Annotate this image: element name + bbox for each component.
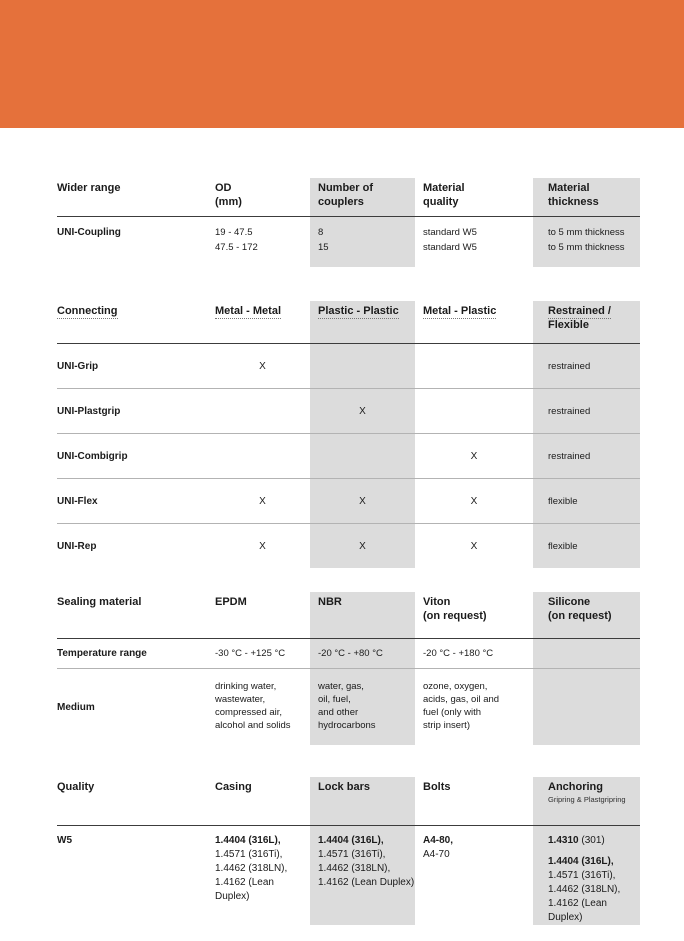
material-grade-bold: 1.4404 (316L), xyxy=(548,856,614,867)
metal-metal-mark xyxy=(215,389,310,433)
material-grade: 1.4162 (Lean Duplex) xyxy=(215,877,274,902)
header-restrained-flexible xyxy=(533,301,640,343)
row-label-uni-coupling xyxy=(57,217,215,267)
header-material-thickness xyxy=(533,178,640,216)
connecting-table xyxy=(57,301,640,568)
row-label-text: W5 xyxy=(57,835,72,846)
plastic-plastic-mark xyxy=(310,344,415,388)
x-mark: X xyxy=(259,360,266,372)
header-lock-bars xyxy=(310,777,415,825)
connecting-header-row xyxy=(57,301,640,344)
text-line: 8 xyxy=(318,227,324,238)
header-label: thickness xyxy=(548,196,599,208)
header-label xyxy=(215,304,310,318)
temperature-value: -20 °C - +80 °C xyxy=(318,648,383,659)
header-label: Viton xyxy=(423,596,451,608)
metal-metal-mark xyxy=(215,479,310,523)
x-mark: X xyxy=(470,495,478,507)
plastic-plastic-mark xyxy=(310,524,415,568)
material-grade-note: (301) xyxy=(578,835,605,846)
text-line: ozone, oxygen, xyxy=(423,681,488,692)
header-label: Number of xyxy=(318,182,373,194)
metal-plastic-mark xyxy=(415,344,533,388)
material-grade: 1.4571 (316Ti), xyxy=(548,870,616,881)
text-line: to 5 mm thickness xyxy=(548,242,625,253)
header-label: NBR xyxy=(318,596,342,608)
material-grade-bold: 1.4310 xyxy=(548,835,579,846)
header-metal-plastic xyxy=(415,301,533,343)
text-line: oil, fuel, xyxy=(318,694,351,705)
material-grade-bold: 1.4404 (316L), xyxy=(215,835,281,846)
temperature-value: -20 °C - +180 °C xyxy=(423,648,494,659)
row-label xyxy=(57,434,215,478)
header-label-text: Plastic - Plastic xyxy=(318,305,399,317)
x-mark: X xyxy=(470,540,478,552)
header-label-text: Metal - Metal xyxy=(215,305,282,317)
bolts-materials-cell xyxy=(415,826,533,925)
header-epdm xyxy=(215,592,310,638)
text-line: 15 xyxy=(318,242,329,253)
header-label: Material xyxy=(548,182,590,194)
wider-range-header-row xyxy=(57,178,640,217)
row-label-text: UNI-Grip xyxy=(57,360,99,372)
header-label: Silicone xyxy=(548,596,591,608)
restraint-type: restrained xyxy=(548,450,591,462)
material-grade: A4-70 xyxy=(423,849,450,860)
row-label-text: Medium xyxy=(57,701,95,713)
row-label-w5 xyxy=(57,826,215,925)
header-plastic-plastic xyxy=(310,301,415,343)
row-label xyxy=(57,479,215,523)
header-material-quality xyxy=(415,178,533,216)
x-mark: X xyxy=(259,540,266,552)
restraint-type-cell xyxy=(533,434,640,478)
row-label-text: UNI-Flex xyxy=(57,495,98,507)
silicone-temperature-cell xyxy=(533,639,640,668)
casing-materials-cell xyxy=(215,826,310,925)
material-grade: 1.4162 (Lean Duplex) xyxy=(318,877,415,888)
header-label xyxy=(57,304,215,318)
row-label xyxy=(57,524,215,568)
nbr-medium-cell xyxy=(310,669,415,745)
plastic-plastic-mark xyxy=(310,434,415,478)
header-label: Bolts xyxy=(423,781,451,793)
temperature-value: -30 °C - +125 °C xyxy=(215,648,286,659)
header-label-text: Restrained / xyxy=(548,305,611,317)
table-row-uni-combigrip xyxy=(57,433,640,478)
header-label: Material xyxy=(423,182,465,194)
x-mark: X xyxy=(470,450,478,462)
epdm-temperature-cell xyxy=(215,639,310,668)
material-thickness-cell xyxy=(533,217,640,267)
header-label: (on request) xyxy=(548,610,612,622)
header-anchoring xyxy=(533,777,640,825)
table-row-uni-plastgrip xyxy=(57,388,640,433)
text-line: water, gas, xyxy=(318,681,364,692)
x-mark: X xyxy=(359,540,366,552)
header-silicone xyxy=(533,592,640,638)
material-grade: 1.4571 (316Ti), xyxy=(215,849,283,860)
epdm-medium-cell xyxy=(215,669,310,745)
medium-row xyxy=(57,668,640,745)
header-od-mm xyxy=(215,178,310,216)
header-label-text: Metal - Plastic xyxy=(423,305,497,317)
material-grade: 1.4462 (318LN), xyxy=(548,884,621,895)
header-label: OD xyxy=(215,182,232,194)
text-line: strip insert) xyxy=(423,720,470,731)
text-line: 47.5 - 172 xyxy=(215,242,258,253)
metal-plastic-mark xyxy=(415,434,533,478)
text-line: fuel (only with xyxy=(423,707,482,718)
text-line: acids, gas, oil and xyxy=(423,694,500,705)
restraint-type-cell xyxy=(533,479,640,523)
x-mark: X xyxy=(359,495,366,507)
quality-table xyxy=(57,777,640,923)
sealing-header-row xyxy=(57,592,640,639)
metal-metal-mark xyxy=(215,524,310,568)
header-label xyxy=(548,304,640,318)
x-mark: X xyxy=(259,495,266,507)
silicone-medium-cell xyxy=(533,669,640,745)
sealing-material-table xyxy=(57,592,640,745)
header-number-of-couplers xyxy=(310,178,415,216)
metal-metal-mark xyxy=(215,344,310,388)
text-line: hydrocarbons xyxy=(318,720,376,731)
plastic-plastic-mark xyxy=(310,389,415,433)
row-label xyxy=(57,344,215,388)
text-line: wastewater, xyxy=(215,694,266,705)
restraint-type: restrained xyxy=(548,405,591,417)
table-row-uni-grip xyxy=(57,344,640,388)
material-grade-bold: 1.4404 (316L), xyxy=(318,835,384,846)
row-label-text: UNI-Combigrip xyxy=(57,450,128,462)
row-label-temperature-range xyxy=(57,639,215,668)
header-label xyxy=(318,304,415,318)
header-quality xyxy=(57,777,215,825)
header-label: Wider range xyxy=(57,182,121,194)
header-label: quality xyxy=(423,196,459,208)
row-label-text: UNI-Rep xyxy=(57,540,97,552)
material-quality-cell xyxy=(415,217,533,267)
text-line: drinking water, xyxy=(215,681,277,692)
material-grade: 1.4462 (318LN), xyxy=(318,863,391,874)
plastic-plastic-mark xyxy=(310,479,415,523)
text-line: and other xyxy=(318,707,359,718)
orange-header-band xyxy=(0,0,684,128)
material-grade: 1.4462 (318LN), xyxy=(215,863,288,874)
header-connecting xyxy=(57,301,215,343)
viton-temperature-cell xyxy=(415,639,533,668)
header-label-text: Connecting xyxy=(57,305,118,317)
header-bolts xyxy=(415,777,533,825)
restraint-type-cell xyxy=(533,344,640,388)
viton-medium-cell xyxy=(415,669,533,745)
restraint-type-cell xyxy=(533,524,640,568)
nbr-temperature-cell xyxy=(310,639,415,668)
header-label: Flexible xyxy=(548,319,589,331)
anchoring-materials-cell xyxy=(533,826,640,925)
header-nbr xyxy=(310,592,415,638)
material-grade-mixed xyxy=(548,834,640,848)
metal-metal-mark xyxy=(215,434,310,478)
w5-row xyxy=(57,826,640,923)
material-grade: 1.4571 (316Ti), xyxy=(318,849,386,860)
coupler-count-cell xyxy=(310,217,415,267)
header-label: Sealing material xyxy=(57,596,142,608)
header-metal-metal xyxy=(215,301,310,343)
x-mark: X xyxy=(359,405,366,417)
header-viton xyxy=(415,592,533,638)
text-line: 19 - 47.5 xyxy=(215,227,253,238)
od-values-cell xyxy=(215,217,310,267)
row-label-text: UNI-Plastgrip xyxy=(57,405,121,417)
temperature-range-row xyxy=(57,639,640,668)
header-label xyxy=(423,304,533,318)
metal-plastic-mark xyxy=(415,524,533,568)
restraint-type: flexible xyxy=(548,495,578,507)
content-area xyxy=(57,178,640,923)
row-label-medium xyxy=(57,669,215,745)
table-row-uni-rep xyxy=(57,523,640,568)
text-line: compressed air, xyxy=(215,707,283,718)
text-line: alcohol and solids xyxy=(215,720,291,731)
header-label: EPDM xyxy=(215,596,247,608)
header-label: Quality xyxy=(57,781,95,793)
text-line: standard W5 xyxy=(423,227,477,238)
material-grade-bold: A4-80, xyxy=(423,835,454,846)
header-label: (mm) xyxy=(215,196,242,208)
metal-plastic-mark xyxy=(415,389,533,433)
uni-coupling-row xyxy=(57,217,640,267)
lock-bars-materials-cell xyxy=(310,826,415,925)
material-grade: 1.4162 (Lean Duplex) xyxy=(548,898,607,923)
header-label: Lock bars xyxy=(318,781,370,793)
header-sealing-material xyxy=(57,592,215,638)
table-row-uni-flex xyxy=(57,478,640,523)
header-wider-range xyxy=(57,178,215,216)
restraint-type: restrained xyxy=(548,360,591,372)
header-sublabel: Gripring & Plastgripring xyxy=(548,795,626,804)
row-label xyxy=(57,389,215,433)
restraint-type: flexible xyxy=(548,540,578,552)
text-line: standard W5 xyxy=(423,242,477,253)
header-label: Casing xyxy=(215,781,252,793)
quality-header-row xyxy=(57,777,640,826)
wider-range-table xyxy=(57,178,640,267)
header-label: Anchoring xyxy=(548,781,603,793)
header-casing xyxy=(215,777,310,825)
row-label-text: UNI-Coupling xyxy=(57,227,121,238)
metal-plastic-mark xyxy=(415,479,533,523)
header-label: couplers xyxy=(318,196,364,208)
restraint-type-cell xyxy=(533,389,640,433)
row-label-text: Temperature range xyxy=(57,648,147,659)
text-line: to 5 mm thickness xyxy=(548,227,625,238)
header-label: (on request) xyxy=(423,610,487,622)
